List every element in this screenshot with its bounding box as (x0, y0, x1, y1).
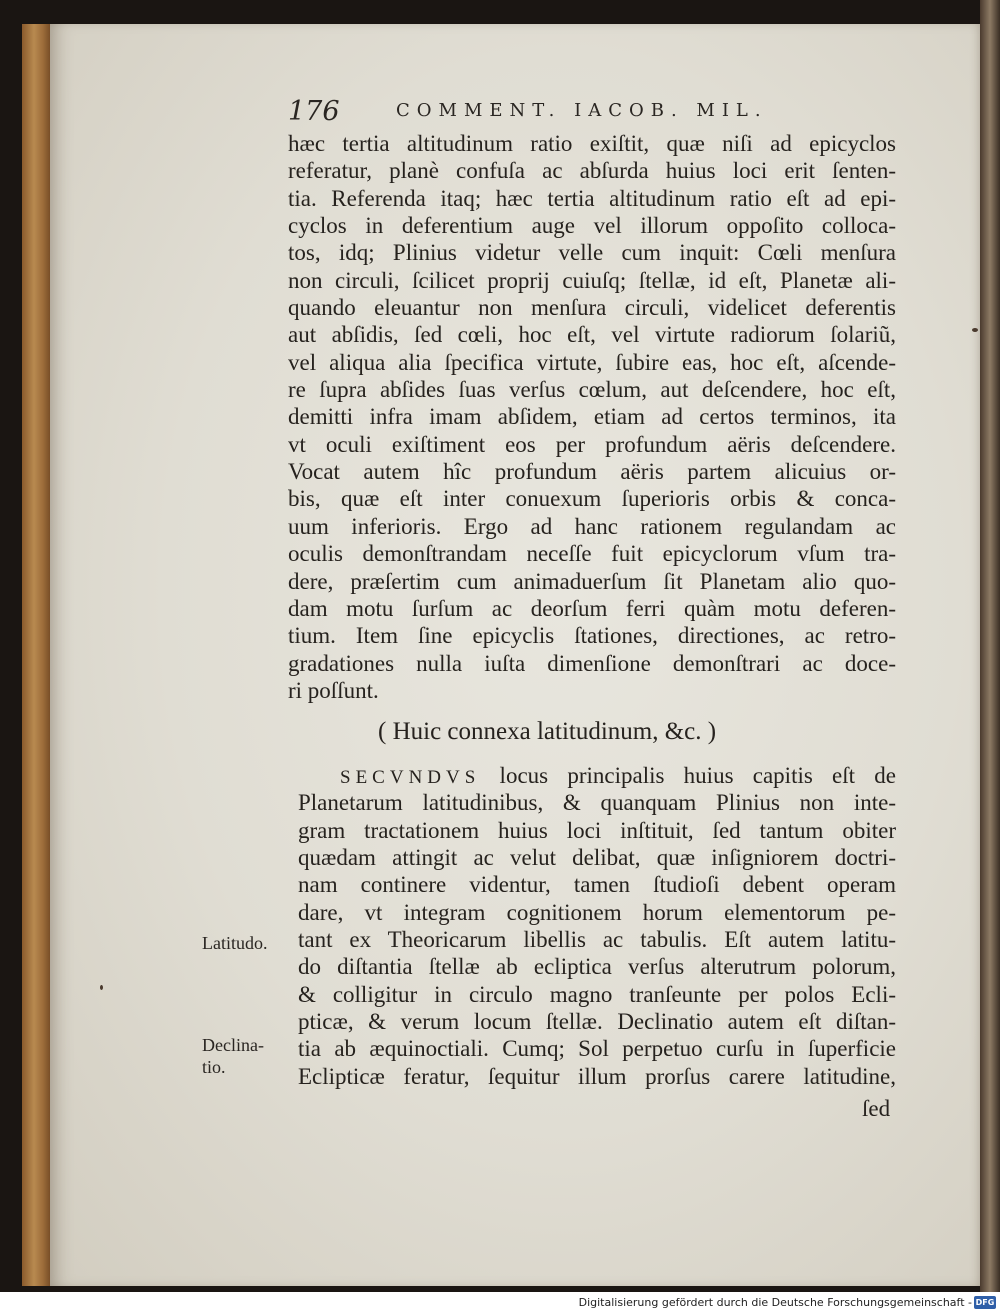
text-line: quando eleuantur non menſura circuli, videlicet deferentis (288, 295, 896, 321)
text-line: dare, vt integram cognitionem horum elementorum pe- (298, 899, 896, 925)
page-fore-edge (980, 0, 1000, 1292)
text-line (298, 762, 896, 789)
text-line: tant ex Theoricarum libellis ac tabulis. Eſt autem latitu- (298, 927, 896, 953)
text-line: bis, quæ eſt inter conuexum ſuperioris orbis & conca- (288, 486, 896, 512)
text-line: do diſtantia ſtellæ ab ecliptica verſus alterutrum polorum, (298, 954, 896, 980)
text-line: pticæ, & verum locum ſtellæ. Declinatio autem eſt diſtan- (298, 1009, 896, 1035)
text-line: cyclos in deferentium auge vel illorum oppoſito colloca- (288, 213, 896, 239)
text-line: referatur, planè confuſa ac abſurda huius loci erit ſenten- (288, 158, 896, 184)
marginal-note-line: Declina- (202, 1035, 264, 1055)
text-line: demitti infra imam abſidem, etiam ad certos terminos, ita (288, 404, 896, 430)
section-initial-word: SECVNDVS (340, 767, 481, 788)
text-line: & colligitur in circulo magno tranſeunte per polos Ecli- (298, 981, 896, 1007)
book-spine-edge (22, 24, 52, 1286)
text-line: uum inferioris. Ergo ad hanc rationem regulandam ac (288, 513, 896, 539)
text-line: vt oculi exiſtiment eos per profundum aëris deſcendere. (288, 431, 896, 457)
section-text-block (298, 762, 896, 1090)
text-line: gram tractationem huius loci inſtituit, ſed tantum obiter (298, 817, 896, 843)
running-head: COMMENT. IACOB. MIL. (396, 100, 768, 121)
page-header (288, 96, 848, 130)
text-line: aut abſidis, ſed cœli, hoc eſt, vel virtute radiorum ſolariũ, (288, 322, 896, 348)
text-line: oculis demonſtrandam neceſſe fuit epicyclorum vſum tra- (288, 541, 896, 567)
text-line: nam continere videntur, tamen ſtudioſi debent operam (298, 872, 896, 898)
text-line: Planetarum latitudinibus, & quanquam Plinius non inte- (298, 790, 896, 816)
page-number: 176 (288, 96, 340, 127)
text-line: dam motu ſurſum ac deorſum ferri quàm motu deferen- (288, 595, 896, 621)
text-line: re ſupra abſides ſuas verſus cœlum, aut deſcendere, hoc eſt, (288, 377, 896, 403)
text-line: non circuli, ſcilicet proprij cuiuſq; ſtellæ, id eſt, Planetæ ali- (288, 267, 896, 293)
text-line: tium. Item ſine epicyclis ſtationes, directiones, ac retro- (288, 623, 896, 649)
text-line-rest: locus principalis huius capitis eſt de (480, 763, 896, 788)
ink-speck (100, 985, 103, 990)
catchword: ſed (862, 1096, 891, 1121)
marginal-note-line: tio. (202, 1057, 226, 1077)
text-line: gradationes nulla iuſta dimenſione demonſtrari ac doce- (288, 650, 896, 676)
text-line: Vocat autem hîc profundum aëris partem alicuius or- (288, 459, 896, 485)
marginal-note-latitudo: Latitudo. (202, 933, 268, 953)
text-line: dere, præſertim cum animaduerſum ſit Planetam alio quo- (288, 568, 896, 594)
text-line: ri poſſunt. (288, 677, 379, 703)
text-line: tia. Referenda itaq; hæc tertia altitudinum ratio eſt ad epi- (288, 185, 896, 211)
text-line: Eclipticæ feratur, ſequitur illum prorſus carere latitudine, (298, 1063, 896, 1089)
ink-speck (972, 328, 978, 332)
text-line: tia ab æquinoctiali. Cumq; Sol perpetuo curſu in ſuperficie (298, 1036, 896, 1062)
section-heading: ( Huic connexa latitudinum, &c. ) (378, 718, 717, 745)
marginal-note-declinatio (202, 1034, 264, 1078)
body-text-block (288, 130, 896, 704)
text-line: tos, idq; Plinius videtur velle cum inquit: Cœli menſura (288, 240, 896, 266)
text-line: vel aliqua alia ſpecifica virtute, ſubire eas, hoc eſt, aſcende- (288, 349, 896, 375)
digitization-credit: Digitalisierung gefördert durch die Deutsche Forschungsgemeinschaft - (578, 1296, 972, 1309)
text-line: hæc tertia altitudinum ratio exiſtit, quæ niſi ad epicyclos (288, 131, 896, 156)
dfg-logo-icon: DFG (975, 1298, 995, 1307)
text-line: quædam attingit ac velut delibat, quæ inſigniorem doctri- (298, 845, 896, 871)
